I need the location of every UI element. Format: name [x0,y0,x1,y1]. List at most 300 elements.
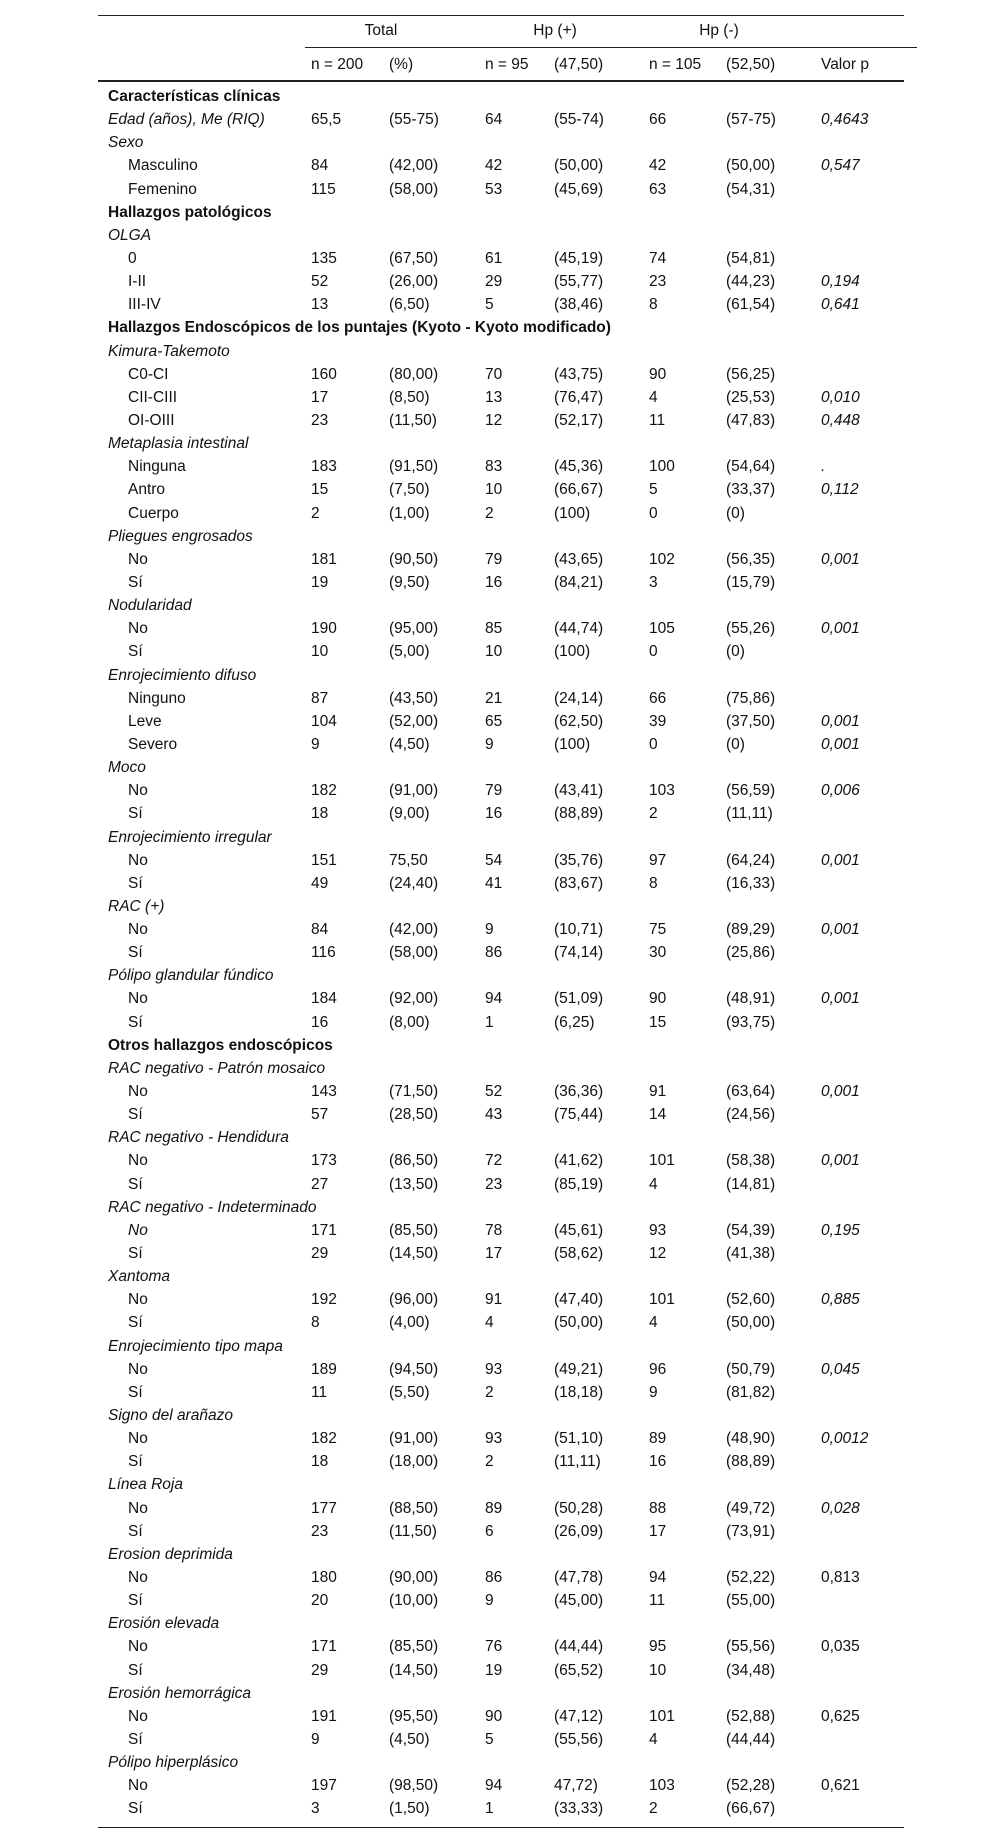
cell-hp-neg-pct: (81,82) [726,1383,776,1401]
category-row [98,131,904,154]
category-label: Erosión elevada [108,1615,220,1633]
cell-hp-neg-n: 5 [649,481,658,499]
cell-hp-neg-n: 9 [649,1383,658,1401]
cell-hp-pos-n: 72 [485,1152,503,1170]
cell-total-pct: (90,00) [389,1569,439,1586]
cell-p-value: 0,195 [821,1221,860,1239]
cell-hp-pos-n: 86 [485,944,503,962]
table-row [98,270,904,293]
cell-total-n: 2 [311,504,320,522]
table-row [98,386,904,409]
row-label: Sí [128,1453,143,1471]
cell-hp-neg-n: 63 [649,180,667,198]
cell-hp-neg-pct: (11,11) [726,805,773,823]
cell-hp-neg-n: 15 [649,1013,667,1031]
row-label: OI-OIII [128,411,175,429]
cell-hp-pos-pct: (74,14) [554,944,604,962]
cell-total-n: 177 [311,1499,337,1517]
cell-hp-neg-n: 100 [649,458,675,476]
row-label: No [128,921,148,939]
cell-total-pct: (6,50) [389,296,430,314]
table-row [98,1774,904,1797]
cell-hp-neg-n: 16 [649,1453,667,1471]
cell-total-n: 171 [311,1638,337,1656]
category-label: OLGA [108,226,152,244]
cell-total-pct: (96,00) [389,1291,439,1309]
cell-hp-pos-pct: (45,00) [554,1592,604,1610]
table-row [98,987,904,1010]
cell-total-pct: (42,00) [389,921,439,939]
cell-hp-pos-pct: (88,89) [554,805,604,823]
cell-hp-pos-pct: (50,00) [554,1314,604,1332]
cell-hp-pos-n: 9 [485,1592,494,1610]
cell-hp-pos-pct: (50,00) [554,157,604,175]
cell-hp-neg-n: 89 [649,1430,667,1448]
cell-total-pct: (85,50) [389,1638,439,1656]
category-row [98,826,904,849]
section-title: Características clínicas [108,88,281,105]
category-row [98,1751,904,1774]
cell-hp-neg-pct: (16,33) [726,874,776,892]
cell-hp-pos-n: 78 [485,1221,503,1239]
cell-hp-pos-n: 52 [485,1083,503,1101]
category-label: Enrojecimiento tipo mapa [108,1337,283,1355]
cell-hp-neg-n: 88 [649,1499,667,1517]
cell-hp-pos-n: 61 [485,249,503,267]
category-label: Moco [108,759,146,777]
row-label: CII-CIII [128,388,178,406]
table-row [98,1659,904,1682]
cell-total-pct: (4,50) [389,735,430,753]
cell-hp-neg-n: 8 [649,874,658,892]
table-body [98,85,904,1821]
cell-hp-neg-n: 10 [649,1661,667,1679]
cell-hp-neg-n: 75 [649,921,667,939]
table-row [98,247,904,270]
cell-hp-pos-pct: (55-74) [554,111,604,129]
cell-hp-pos-n: 17 [485,1245,503,1263]
cell-hp-neg-n: 66 [649,111,667,129]
cell-hp-neg-n: 90 [649,365,667,383]
table-row [98,1589,904,1612]
cell-hp-neg-pct: (56,35) [726,550,776,568]
cell-hp-pos-n: 1 [485,1800,494,1818]
header-group-hp-pos: Hp (+) [533,22,577,39]
cell-hp-pos-n: 85 [485,620,503,638]
row-label: No [128,851,148,869]
row-label: Sí [128,874,143,892]
cell-hp-neg-n: 2 [649,805,658,823]
cell-hp-pos-pct: (76,47) [554,388,604,406]
cell-total-pct: (58,00) [389,180,439,198]
cell-hp-neg-pct: (0) [726,643,745,661]
cell-hp-pos-pct: (50,28) [554,1499,604,1517]
category-label: Línea Roja [108,1476,183,1494]
cell-hp-pos-n: 19 [485,1661,503,1679]
cell-hp-neg-n: 66 [649,689,667,707]
cell-p-value: 0,001 [821,1152,860,1170]
cell-hp-neg-n: 101 [649,1707,675,1725]
cell-total-n: 115 [311,180,336,198]
row-label: Sí [128,1592,143,1610]
table-row [98,1242,904,1265]
cell-hp-pos-n: 64 [485,111,503,129]
header-hp-neg-n: n = 105 [649,56,702,73]
category-row [98,1682,904,1705]
cell-p-value: 0,547 [821,157,860,175]
cell-hp-pos-n: 76 [485,1638,503,1656]
cell-hp-neg-n: 2 [649,1800,658,1818]
cell-hp-neg-pct: (50,00) [726,157,776,175]
cell-total-n: 19 [311,573,329,591]
cell-hp-pos-n: 54 [485,851,503,869]
header-group-rule [305,47,917,48]
cell-total-n: 52 [311,273,329,291]
category-label: Pólipo hiperplásico [108,1754,239,1772]
cell-total-n: 29 [311,1661,329,1679]
cell-hp-neg-pct: (44,44) [726,1730,776,1748]
cell-hp-pos-n: 90 [485,1707,503,1725]
cell-total-pct: (91,00) [389,1430,439,1448]
cell-hp-neg-n: 101 [649,1291,675,1309]
row-label: III-IV [128,296,161,314]
cell-hp-neg-pct: (52,28) [726,1777,776,1795]
cell-total-n: 17 [311,388,329,406]
cell-p-value: 0,001 [821,851,860,869]
table-row [98,363,904,386]
category-label: Metaplasia intestinal [108,435,249,453]
cell-hp-neg-pct: (37,50) [726,712,776,730]
table-row [98,1080,904,1103]
cell-hp-neg-pct: (24,56) [726,1106,776,1124]
cell-total-n: 197 [311,1777,337,1795]
cell-total-pct: (8,00) [389,1013,430,1031]
cell-total-n: 13 [311,296,329,314]
cell-total-pct: (91,50) [389,458,439,476]
cell-hp-pos-n: 93 [485,1430,503,1448]
cell-hp-pos-n: 10 [485,481,503,499]
cell-hp-neg-pct: (25,86) [726,944,776,962]
section-row [98,1034,904,1057]
category-row [98,594,904,617]
row-label: Sí [128,944,143,962]
cell-total-n: 190 [311,620,337,638]
cell-total-n: 116 [311,944,336,962]
cell-hp-neg-n: 97 [649,851,667,869]
cell-total-n: 18 [311,805,329,823]
cell-hp-pos-pct: (62,50) [554,712,604,730]
cell-hp-neg-n: 96 [649,1360,667,1378]
table-row [98,872,904,895]
cell-hp-pos-n: 42 [485,157,503,175]
cell-hp-neg-pct: (88,89) [726,1453,776,1471]
cell-total-n: 191 [311,1707,337,1725]
table-row [98,941,904,964]
cell-hp-pos-pct: (24,14) [554,689,604,707]
cell-hp-pos-n: 13 [485,388,503,406]
section-row [98,85,904,108]
cell-hp-pos-n: 29 [485,273,503,291]
cell-hp-pos-n: 4 [485,1314,494,1332]
cell-total-pct: (11,50) [389,1522,437,1540]
cell-total-n: 135 [311,249,337,267]
cell-hp-neg-n: 102 [649,550,675,568]
cell-total-n: 57 [311,1106,329,1124]
cell-total-n: 171 [311,1221,337,1239]
cell-total-pct: (4,50) [389,1730,430,1748]
cell-p-value: 0,448 [821,411,860,429]
cell-total-pct: (13,50) [389,1175,439,1193]
cell-total-n: 10 [311,643,329,661]
cell-hp-neg-pct: (93,75) [726,1013,776,1031]
cell-total-n: 182 [311,1430,337,1448]
cell-total-pct: (95,50) [389,1707,439,1725]
cell-hp-pos-n: 21 [485,689,503,707]
category-label: Edad (años), Me (RIQ) [108,111,265,129]
row-label: No [128,1638,148,1656]
cell-total-pct: (1,00) [389,504,430,522]
cell-hp-pos-n: 10 [485,643,503,661]
row-label: Sí [128,1106,143,1124]
cell-hp-neg-pct: (52,60) [726,1291,776,1309]
table-row [98,1011,904,1034]
cell-hp-pos-n: 83 [485,458,503,476]
cell-hp-neg-n: 14 [649,1106,667,1124]
table-row [98,1219,904,1242]
cell-total-pct: (95,00) [389,620,439,638]
cell-p-value: 0,813 [821,1569,860,1586]
cell-hp-neg-pct: (73,91) [726,1522,776,1540]
cell-total-n: 65,5 [311,111,342,129]
cell-hp-pos-n: 16 [485,573,503,591]
header-hp-pos-n: n = 95 [485,56,529,73]
cell-hp-neg-n: 0 [649,504,658,522]
category-row [98,1473,904,1496]
table-row [98,779,904,802]
cell-hp-neg-n: 103 [649,1777,675,1795]
cell-hp-pos-pct: (100) [554,643,591,661]
cell-hp-neg-n: 4 [649,388,658,406]
header-bottom-rule [98,80,904,82]
cell-hp-pos-pct: (85,19) [554,1175,604,1193]
category-label: Kimura-Takemoto [108,342,230,360]
cell-p-value: 0,001 [821,735,860,753]
cell-hp-neg-n: 105 [649,620,675,638]
cell-p-value: 0,001 [821,620,860,638]
cell-hp-pos-n: 94 [485,990,503,1008]
row-label: C0-CI [128,365,169,383]
row-label: Sí [128,573,143,591]
cell-total-n: 189 [311,1360,337,1378]
category-label: RAC negativo - Patrón mosaico [108,1059,326,1077]
row-label: Sí [128,1661,143,1679]
table-row [98,1288,904,1311]
cell-hp-pos-n: 2 [485,1453,494,1471]
cell-hp-pos-pct: (65,52) [554,1661,604,1679]
cell-total-n: 182 [311,782,337,800]
cell-hp-neg-pct: (54,81) [726,249,776,267]
cell-total-pct: (28,50) [389,1106,439,1124]
cell-total-pct: (91,00) [389,782,439,800]
cell-total-pct: (9,00) [389,805,430,823]
table-row [98,478,904,501]
row-label: No [128,1569,148,1586]
cell-total-pct: (8,50) [389,388,430,406]
cell-hp-neg-n: 101 [649,1152,675,1170]
cell-p-value: 0,001 [821,712,860,730]
section-title: Otros hallazgos endoscópicos [108,1036,333,1054]
cell-total-n: 23 [311,1522,329,1540]
cell-total-n: 87 [311,689,329,707]
table-row [98,1566,904,1589]
cell-total-n: 9 [311,1730,320,1748]
cell-total-n: 192 [311,1291,337,1309]
cell-p-value: 0,010 [821,388,860,406]
cell-hp-neg-n: 91 [649,1083,667,1101]
category-label: Signo del arañazo [108,1407,233,1425]
cell-hp-neg-pct: (56,59) [726,782,776,800]
cell-total-pct: (55-75) [389,111,439,129]
table-row [98,1103,904,1126]
cell-hp-pos-pct: (47,78) [554,1569,604,1586]
cell-hp-pos-n: 70 [485,365,503,383]
cell-hp-pos-n: 5 [485,296,494,314]
cell-total-n: 15 [311,481,329,499]
cell-hp-pos-pct: (43,41) [554,782,604,800]
cell-total-n: 27 [311,1175,329,1193]
table-row [98,1427,904,1450]
cell-hp-neg-pct: (55,00) [726,1592,776,1610]
row-label: Sí [128,1013,143,1031]
section-title: Hallazgos Endoscópicos de los puntajes (Kyoto - Kyoto modificado) [108,319,611,337]
row-label: No [128,1777,148,1795]
cell-total-pct: (67,50) [389,249,439,267]
cell-hp-neg-pct: (55,26) [726,620,776,638]
row-label: I-II [128,273,147,291]
row-label: Sí [128,1314,143,1332]
table-row [98,571,904,594]
cell-total-pct: (86,50) [389,1152,439,1170]
cell-p-value: 0,0012 [821,1430,869,1448]
category-row [98,895,904,918]
table-row [98,1705,904,1728]
cell-hp-pos-n: 91 [485,1291,503,1309]
category-row [98,664,904,687]
cell-hp-neg-pct: (49,72) [726,1499,776,1517]
cell-total-pct: (5,00) [389,643,430,661]
cell-p-value: . [821,458,826,476]
row-label: No [128,1083,148,1101]
table-row [98,1311,904,1334]
cell-total-n: 160 [311,365,337,383]
category-label: RAC negativo - Indeterminado [108,1198,317,1216]
cell-hp-pos-n: 89 [485,1499,503,1517]
table-row [98,548,904,571]
cell-hp-pos-n: 93 [485,1360,503,1378]
cell-hp-pos-pct: (44,44) [554,1638,604,1656]
cell-hp-neg-n: 39 [649,712,667,730]
cell-total-n: 49 [311,874,329,892]
category-row [98,340,904,363]
cell-hp-neg-n: 103 [649,782,675,800]
cell-hp-pos-pct: (43,75) [554,365,604,383]
cell-hp-neg-pct: (52,88) [726,1707,776,1725]
header-group-total: Total [364,22,398,39]
table-row [98,1635,904,1658]
cell-total-pct: (26,00) [389,273,439,291]
cell-hp-pos-pct: (41,62) [554,1152,604,1170]
cell-hp-pos-n: 41 [485,874,503,892]
cell-p-value: 0,045 [821,1360,860,1378]
category-row [98,1404,904,1427]
cell-hp-neg-pct: (54,31) [726,180,776,198]
cell-hp-neg-pct: (54,64) [726,458,776,476]
cell-hp-neg-pct: (56,25) [726,365,776,383]
cell-hp-neg-pct: (0) [726,735,745,753]
cell-hp-pos-pct: (55,77) [554,273,604,291]
cell-hp-neg-pct: (89,29) [726,921,776,939]
cell-hp-pos-n: 94 [485,1777,503,1795]
cell-hp-pos-n: 6 [485,1522,494,1540]
cell-total-n: 180 [311,1569,337,1586]
cell-total-pct: (88,50) [389,1499,439,1517]
row-label: Sí [128,1730,143,1748]
row-label: No [128,620,148,638]
category-label: Enrojecimiento irregular [108,828,272,846]
cell-hp-pos-pct: 47,72) [554,1777,598,1795]
category-label: Nodularidad [108,597,192,615]
cell-total-pct: (71,50) [389,1083,439,1101]
cell-hp-neg-pct: (61,54) [726,296,776,314]
cell-hp-pos-n: 79 [485,550,503,568]
cell-total-n: 143 [311,1083,337,1101]
cell-hp-neg-pct: (50,00) [726,1314,776,1332]
cell-hp-pos-n: 23 [485,1175,503,1193]
cell-p-value: 0,001 [821,921,860,939]
row-label: No [128,1152,148,1170]
cell-total-pct: (5,50) [389,1383,430,1401]
table-row [98,640,904,663]
category-label: RAC negativo - Hendidura [108,1129,289,1147]
table-row [98,687,904,710]
table-row [98,409,904,432]
cell-p-value: 0,001 [821,1083,860,1101]
cell-total-pct: (85,50) [389,1221,439,1239]
row-label: No [128,1221,148,1239]
cell-hp-neg-pct: (41,38) [726,1245,776,1263]
table-row [98,733,904,756]
cell-hp-pos-pct: (66,67) [554,481,604,499]
category-row [98,1057,904,1080]
row-label: Cuerpo [128,504,179,522]
cell-total-pct: (14,50) [389,1245,439,1263]
cell-hp-neg-pct: (47,83) [726,411,776,429]
table-row [98,1381,904,1404]
cell-hp-neg-pct: (52,22) [726,1569,776,1586]
table-row [98,1728,904,1751]
cell-total-n: 84 [311,157,329,175]
cell-hp-neg-pct: (63,64) [726,1083,776,1101]
cell-total-pct: (18,00) [389,1453,439,1471]
cell-hp-neg-pct: (25,53) [726,388,776,406]
cell-hp-neg-n: 0 [649,643,658,661]
cell-hp-neg-pct: (48,91) [726,990,776,1008]
row-label: Sí [128,1175,143,1193]
cell-hp-pos-pct: (26,09) [554,1522,604,1540]
cell-hp-pos-n: 12 [485,411,503,429]
cell-hp-neg-pct: (64,24) [726,851,776,869]
row-label: Sí [128,805,143,823]
